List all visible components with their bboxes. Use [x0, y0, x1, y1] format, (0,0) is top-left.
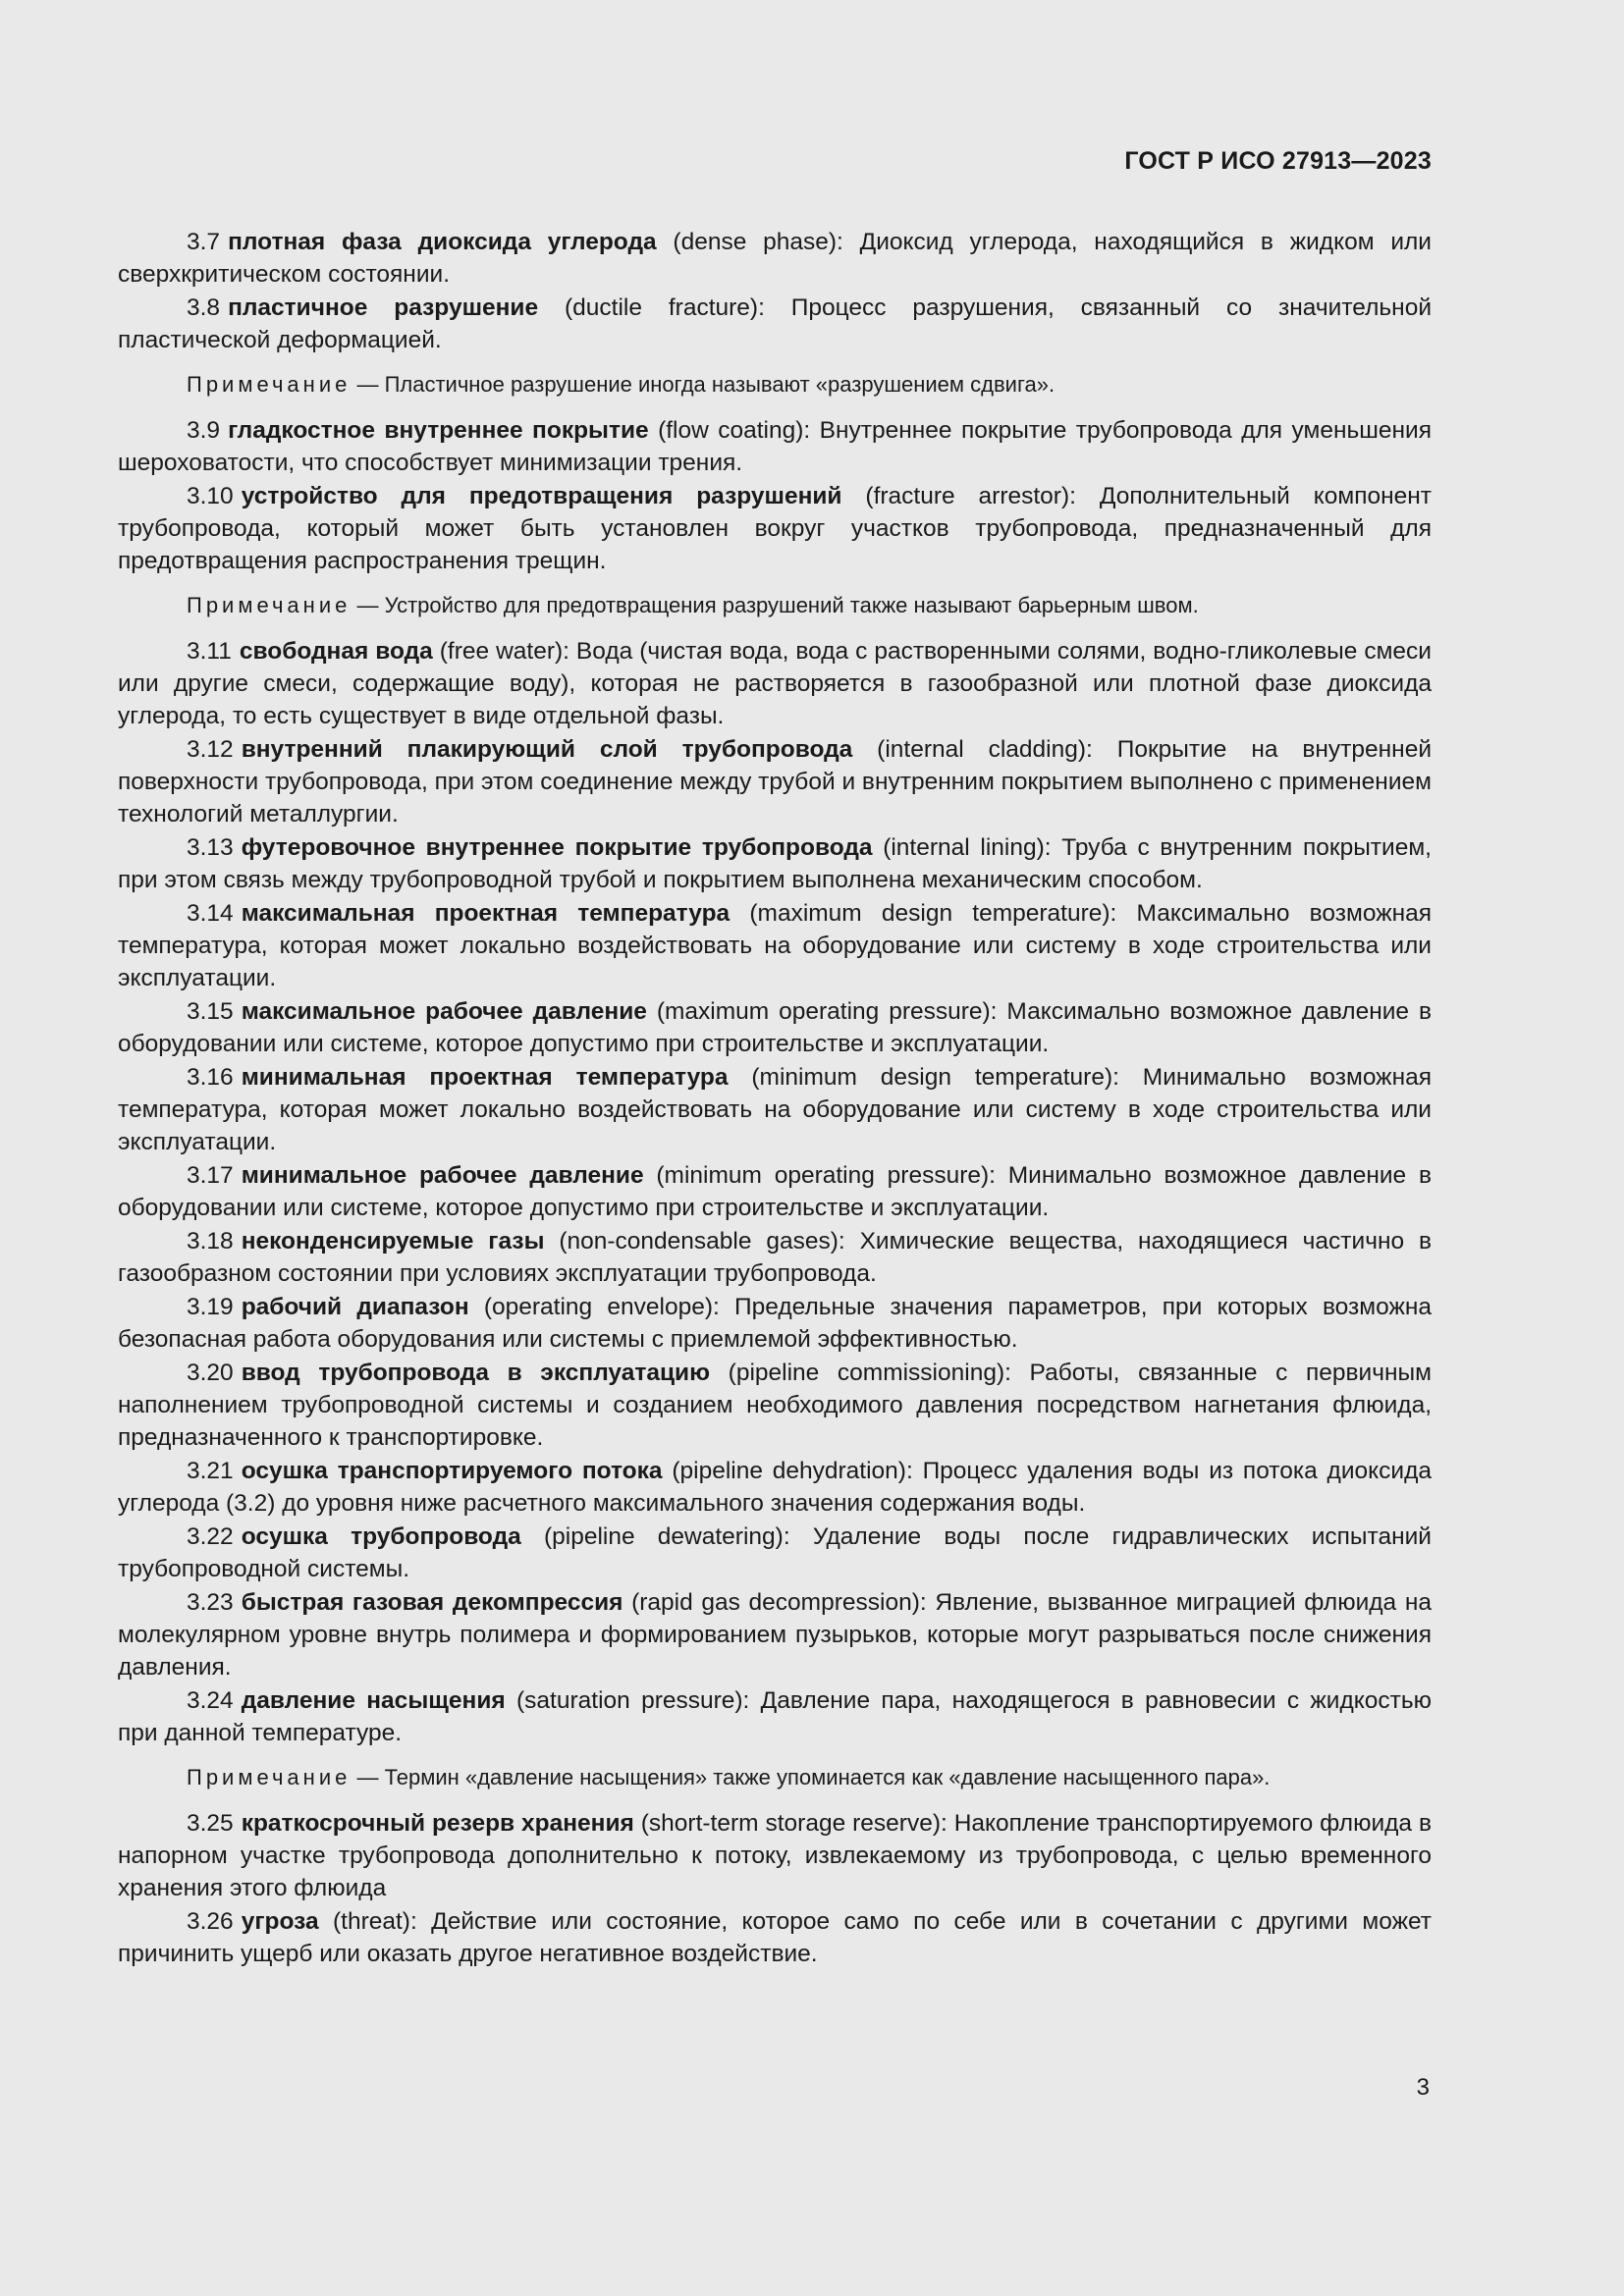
term-definition: (dense phase): Диоксид углерода, находящийся в жидком или сверхкритическом состоянии. [118, 229, 1432, 288]
term-number: 3.7 [187, 229, 221, 255]
term-name: свободная вода [239, 638, 433, 665]
term-name: краткосрочный резерв хранения [241, 1810, 634, 1837]
note-text: — Термин «давление насыщения» также упоминается как «давление насыщенного пара». [351, 1765, 1271, 1789]
terms-content [118, 226, 1432, 1971]
term-definition: (non-condensable gases): Химические вещества, находящиеся частично в газообразном состоянии при условиях эксплуатации трубопровода. [118, 1228, 1432, 1287]
term-definition: (flow coating): Внутреннее покрытие трубопровода для уменьшения шероховатости, что способствует минимизации трения. [118, 417, 1432, 476]
term-name: неконденсируемые газы [241, 1228, 545, 1255]
term-definition: (operating envelope): Предельные значения параметров, при которых возможна безопасная работа оборудования или системы с приемлемой эффективностью. [118, 1294, 1433, 1353]
term-entry [118, 733, 1432, 830]
term-number: 3.16 [187, 1064, 234, 1091]
term-number: 3.13 [187, 834, 234, 861]
document-code-header: ГОСТ Р ИСО 27913—2023 [1124, 147, 1432, 175]
term-name: минимальное рабочее давление [241, 1162, 644, 1189]
note-label: Примечание [187, 1765, 352, 1789]
note-label: Примечание [187, 372, 352, 397]
note [118, 370, 1432, 400]
term-name: максимальная проектная температура [241, 900, 731, 927]
term-number: 3.19 [187, 1294, 234, 1320]
term-entry [118, 226, 1432, 291]
term-name: осушка трубопровода [241, 1523, 521, 1550]
note-text: — Устройство для предотвращения разрушений также называют барьерным швом. [351, 593, 1199, 617]
term-entry [118, 1159, 1432, 1224]
term-definition: (rapid gas decompression): Явление, вызванное миграцией флюида на молекулярном уровне внутрь полимера и формированием пузырьков, которые могут разрываться после снижения давления. [118, 1589, 1432, 1681]
term-entry [118, 1521, 1432, 1585]
term-name: ввод трубопровода в эксплуатацию [241, 1360, 711, 1386]
page-number: 3 [1416, 2074, 1430, 2101]
note [118, 1763, 1432, 1792]
term-name: осушка транспортируемого потока [241, 1458, 663, 1484]
term-definition: (minimum design temperature): Минимально возможная температура, которая может локально воздействовать на оборудование или систему в ходе строительства или эксплуатации. [118, 1064, 1432, 1155]
term-definition: (fracture arrestor): Дополнительный компонент трубопровода, который может быть установлен вокруг участков трубопровода, предназначенный для предотвращения распространения трещин. [118, 483, 1432, 574]
note [118, 591, 1432, 620]
term-definition: (minimum operating pressure): Минимально возможное давление в оборудовании или системе, которое допустимо при строительстве и эксплуатации. [118, 1162, 1432, 1221]
term-number: 3.18 [187, 1228, 234, 1255]
term-number: 3.10 [187, 483, 234, 509]
term-definition: (threat): Действие или состояние, которое само по себе или в сочетании с другими может причинить ущерб или оказать другое негативное воздействие. [118, 1908, 1432, 1967]
term-entry [118, 480, 1432, 577]
term-definition: (maximum operating pressure): Максимально возможное давление в оборудовании или системе, которое допустимо при строительстве и эксплуатации. [118, 998, 1432, 1057]
term-name: давление насыщения [241, 1687, 506, 1714]
term-number: 3.25 [187, 1810, 234, 1837]
term-number: 3.22 [187, 1523, 234, 1550]
term-definition: (internal cladding): Покрытие на внутренней поверхности трубопровода, при этом соединение между трубой и внутренним покрытием выполнено с применением технологий металлургии. [118, 736, 1433, 828]
term-entry [118, 897, 1432, 994]
term-number: 3.23 [187, 1589, 234, 1616]
term-entry [118, 1061, 1432, 1158]
term-entry [118, 1291, 1432, 1356]
term-entry [118, 1807, 1432, 1904]
term-name: внутренний плакирующий слой трубопровода [241, 736, 853, 763]
term-number: 3.26 [187, 1908, 234, 1935]
term-number: 3.12 [187, 736, 234, 763]
term-entry [118, 831, 1432, 896]
term-definition: (free water): Вода (чистая вода, вода с растворенными солями, водно-гликолевые смеси или другие смеси, содержащие воду), которая не растворяется в газообразной или плотной фазе диоксида углерода, то есть существует в виде отдельной фазы. [118, 638, 1432, 729]
term-definition: (saturation pressure): Давление пара, находящегося в равновесии с жидкостью при данной температуре. [118, 1687, 1433, 1746]
term-number: 3.20 [187, 1360, 234, 1386]
term-number: 3.9 [187, 417, 221, 444]
term-definition: (maximum design temperature): Максимально возможная температура, которая может локально воздействовать на оборудование или систему в ходе строительства или эксплуатации. [118, 900, 1433, 991]
term-entry [118, 1225, 1432, 1290]
term-definition: (short-term storage reserve): Накопление транспортируемого флюида в напорном участке трубопровода дополнительно к потоку, извлекаемому из трубопровода, с целью временного хранения этого флюида [118, 1810, 1432, 1901]
term-number: 3.8 [187, 294, 221, 321]
term-name: гладкостное внутреннее покрытие [228, 417, 649, 444]
term-name: угроза [241, 1908, 319, 1935]
term-number: 3.14 [187, 900, 234, 927]
term-entry [118, 414, 1432, 479]
term-number: 3.17 [187, 1162, 234, 1189]
term-entry [118, 1684, 1432, 1749]
term-name: пластичное разрушение [228, 294, 539, 321]
term-definition: (ductile fracture): Процесс разрушения, связанный со значительной пластической деформацией. [118, 294, 1432, 353]
term-entry [118, 995, 1432, 1060]
note-label: Примечание [187, 593, 352, 617]
term-entry [118, 1905, 1432, 1970]
term-definition: (pipeline commissioning): Работы, связанные с первичным наполнением трубопроводной системы и созданием необходимого давления посредством нагнетания флюида, предназначенного к транспортировке. [118, 1360, 1432, 1451]
term-name: устройство для предотвращения разрушений [241, 483, 842, 509]
term-number: 3.24 [187, 1687, 234, 1714]
term-name: минимальная проектная температура [241, 1064, 729, 1091]
term-number: 3.11 [187, 638, 232, 665]
note-text: — Пластичное разрушение иногда называют «разрушением сдвига». [351, 372, 1056, 397]
term-entry [118, 1586, 1432, 1683]
term-definition: (pipeline dehydration): Процесс удаления воды из потока диоксида углерода (3.2) до уровня ниже расчетного максимального значения содержания воды. [118, 1458, 1433, 1517]
term-entry [118, 635, 1432, 732]
term-entry [118, 292, 1432, 356]
term-definition: (internal lining): Труба с внутренним покрытием, при этом связь между трубопроводной трубой и покрытием выполнена механическим способом. [118, 834, 1432, 893]
term-name: плотная фаза диоксида углерода [228, 229, 657, 255]
term-definition: (pipeline dewatering): Удаление воды после гидравлических испытаний трубопроводной системы. [118, 1523, 1432, 1582]
term-name: футеровочное внутреннее покрытие трубопровода [241, 834, 873, 861]
term-name: максимальное рабочее давление [241, 998, 647, 1025]
term-number: 3.15 [187, 998, 234, 1025]
term-name: быстрая газовая декомпрессия [241, 1589, 623, 1616]
term-name: рабочий диапазон [241, 1294, 469, 1320]
term-entry [118, 1357, 1432, 1454]
term-entry [118, 1455, 1432, 1520]
term-number: 3.21 [187, 1458, 234, 1484]
